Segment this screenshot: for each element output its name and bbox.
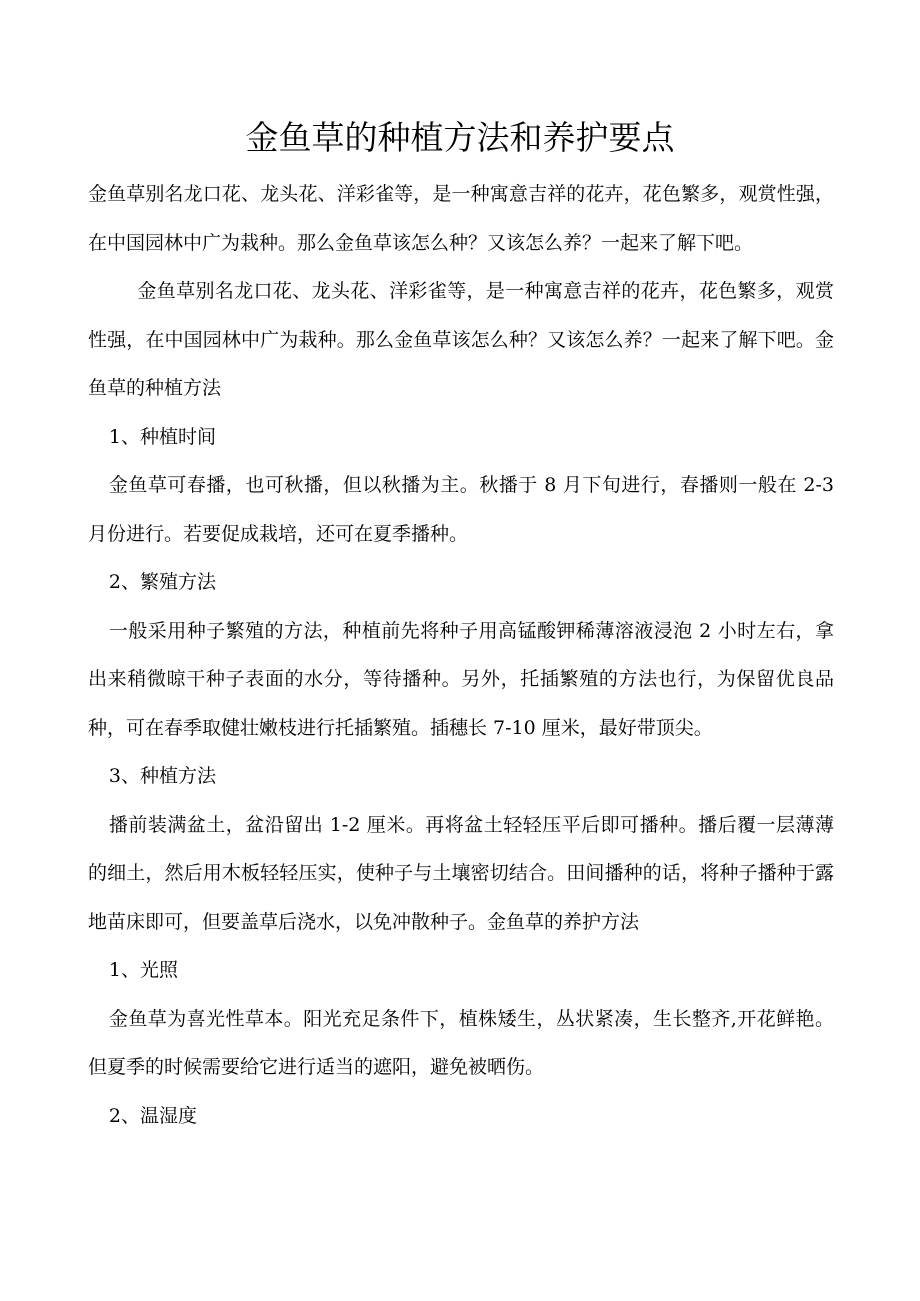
light-paragraph: 金鱼草为喜光性草本。阳光充足条件下，植株矮生，丛状紧凑，生长整齐,开花鲜艳。但夏季的时候需要给它进行适当的遮阳，避免被晒伤。 (88, 1007, 834, 1078)
planting-method-paragraph: 播前装满盆土，盆沿留出 1-2 厘米。再将盆土轻轻压平后即可播种。播后覆一层薄薄的细土，然后用木板轻轻压实，使种子与土壤密切结合。田间播种的话，将种子播种于露地苗床即可，但要盖草后浇水，以免冲散种子。金鱼草的养护方法 (88, 813, 834, 933)
section-heading-light: 1、光照 (108, 959, 178, 981)
intro-repeat-paragraph: 金鱼草别名龙口花、龙头花、洋彩雀等，是一种寓意吉祥的花卉，花色繁多，观赏性强，在中国园林中广为栽种。那么金鱼草该怎么种？又该怎么养？一起来了解下吧。金鱼草的种植方法 (88, 280, 834, 399)
document-body (88, 170, 834, 1140)
section-heading-propagation: 2、繁殖方法 (108, 571, 216, 593)
document-title: 金鱼草的种植方法和养护要点 (245, 118, 675, 157)
section-heading-planting-time: 1、种植时间 (108, 425, 216, 448)
section-heading-temperature-humidity: 2、温湿度 (108, 1104, 197, 1127)
intro-paragraph: 金鱼草别名龙口花、龙头花、洋彩雀等，是一种寓意吉祥的花卉，花色繁多，观赏性强，在中国园林中广为栽种。那么金鱼草该怎么种？又该怎么养？一起来了解下吧。 (88, 183, 834, 254)
propagation-paragraph: 一般采用种子繁殖的方法，种植前先将种子用高锰酸钾稀薄溶液浸泡 2 小时左右，拿出来稍微晾干种子表面的水分，等待播种。另外，托插繁殖的方法也行，为保留优良品种，可在春季取健壮嫩枝进行托插繁殖。插穗长 7-10 厘米，最好带顶尖。 (88, 619, 834, 739)
section-heading-planting-method: 3、种植方法 (108, 765, 216, 787)
planting-time-paragraph: 金鱼草可春播，也可秋播，但以秋播为主。秋播于 8 月下旬进行，春播则一般在 2-3 月份进行。若要促成栽培，还可在夏季播种。 (88, 474, 834, 545)
